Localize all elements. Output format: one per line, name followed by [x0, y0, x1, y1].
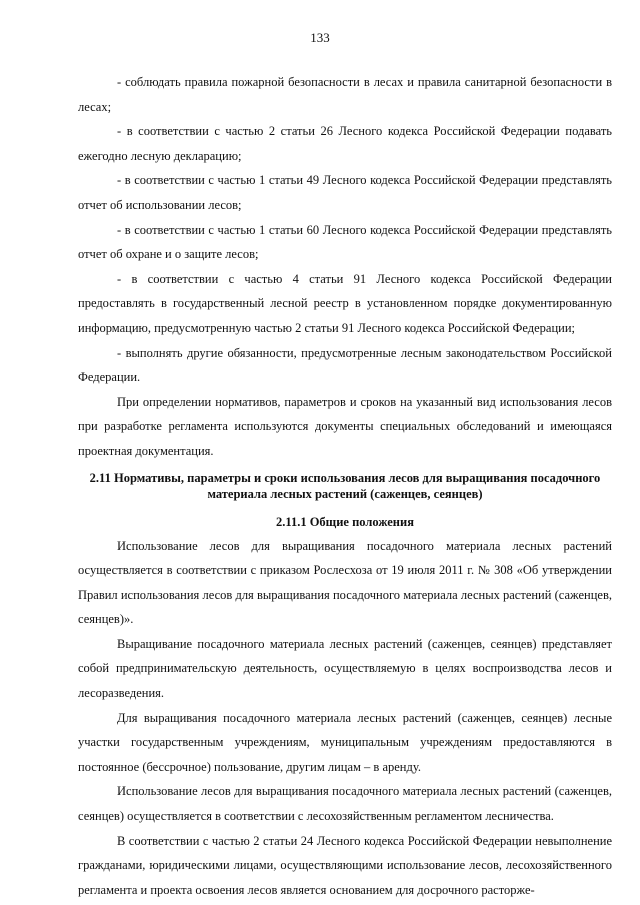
paragraph: - соблюдать правила пожарной безопасности в лесах и правила санитарной безопасности в лесах; — [78, 75, 612, 114]
paragraph: - в соответствии с частью 1 статьи 60 Лесного кодекса Российской Федерации представлять отчет об охране и о защите лесов; — [78, 222, 612, 262]
paragraph: - в соответствии с частью 4 статьи 91 Лесного кодекса Российской Федерации предоставлять в государственный лесной реестр в установленном порядке документированную информацию, предусмотренную частью 2 статьи 91 Лесного кодекса Российской Федерации; — [78, 271, 612, 335]
paragraph: - в соответствии с частью 1 статьи 49 Лесного кодекса Российской Федерации представлять отчет об использовании лесов; — [78, 173, 612, 212]
paragraph: Использование лесов для выращивания посадочного материала лесных растений осуществляется в соответствии с приказом Рослесхоза от 19 июля 2011 г. № 308 «Об утверждении Правил использования лесов для выращивания посадочного материала лесных растений (саженцев, сеянцев)». — [78, 538, 612, 627]
paragraph: - выполнять другие обязанности, предусмотренные лесным законодательством Российской Федерации. — [78, 345, 612, 385]
paragraph: В соответствии с частью 2 статьи 24 Лесного кодекса Российской Федерации невыполнение гражданами, юридическими лицами, осуществляющими использование лесов, лесохозяйственного регламента и проекта освоения лесов является основанием для досрочного расторже- — [78, 833, 612, 897]
paragraph: - в соответствии с частью 2 статьи 26 Лесного кодекса Российской Федерации подавать ежегодно лесную декларацию; — [78, 124, 612, 163]
document-body — [78, 70, 612, 902]
subsection-heading: 2.11.1 Общие положения — [276, 514, 414, 529]
paragraph: Выращивание посадочного материала лесных растений (саженцев, сеянцев) представляет собой предпринимательскую деятельность, осуществляемую в целях воспроизводства лесов и лесоразведения. — [78, 636, 612, 701]
paragraph: Использование лесов для выращивания посадочного материала лесных растений (саженцев, сеянцев) осуществляется в соответствии с лесохозяйственным регламентом лесничества. — [78, 784, 612, 824]
page-number: 133 — [310, 30, 330, 45]
paragraph: При определении нормативов, параметров и сроков на указанный вид использования лесов при разработке регламента используются документы специальных обследований и имеющаяся проектная документация. — [78, 394, 612, 458]
paragraph: Для выращивания посадочного материала лесных растений (саженцев, сеянцев) лесные участки государственным учреждениям, муниципальным учреждениям предоставляются в постоянное (бессрочное) пользование, другим лицам – в аренду. — [78, 710, 612, 774]
section-heading: 2.11 Нормативы, параметры и сроки использования лесов для выращивания посадочного материала лесных растений (саженцев, сеянцев) — [89, 470, 601, 501]
